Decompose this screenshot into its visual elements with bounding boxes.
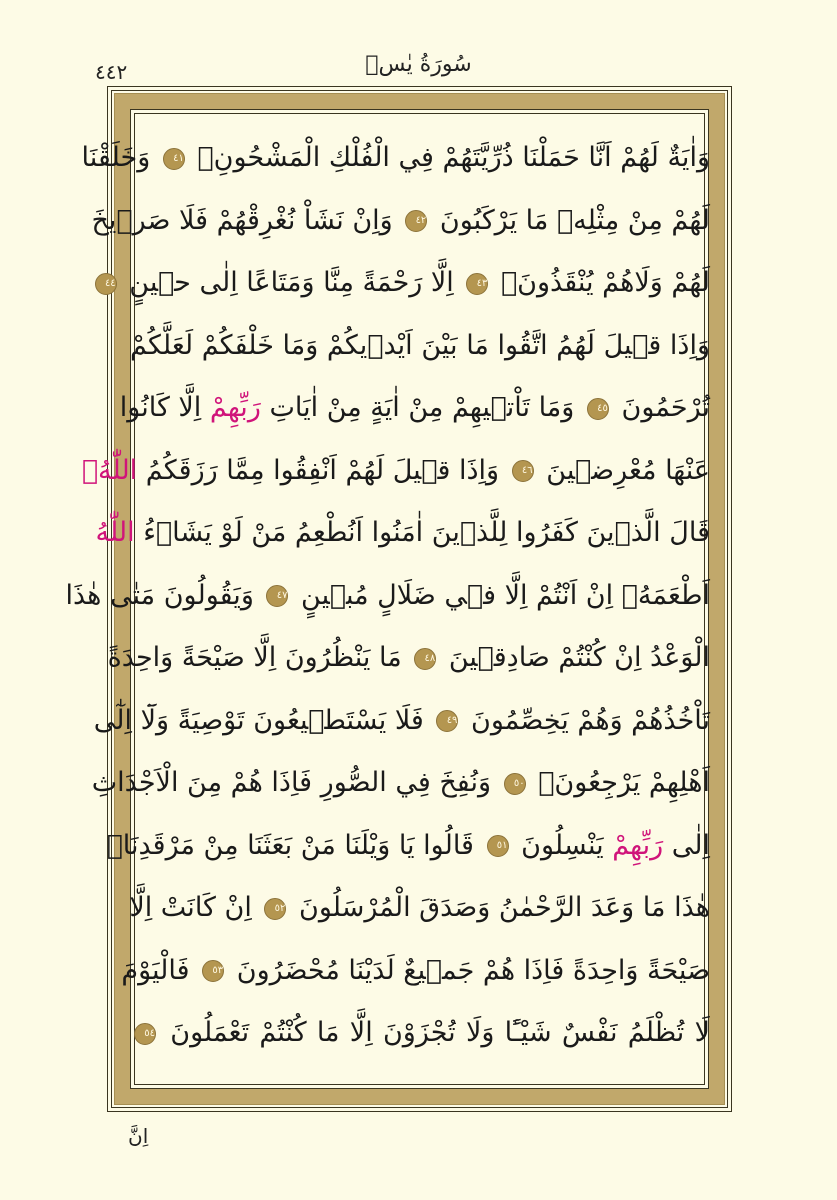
verse-text: تَاْخُذُهُمْ وَهُمْ يَخِصِّمُونَ [471, 704, 710, 736]
divine-name: اللّٰهُۙ [81, 454, 138, 486]
verse-text: اِلَّا رَحْمَةً مِنَّا وَمَتَاعًا اِلٰى ح۪ينٍ [129, 267, 454, 298]
divine-name: رَبِّهِمْ [209, 392, 261, 423]
ayah-number-marker: ٥٢ [264, 898, 286, 920]
ayah-number-marker: ٤٩ [436, 710, 458, 732]
verse-text: لَا تُظْلَمُ نَفْسٌ شَيْـًٔا وَلَا تُجْزَوْنَ اِلَّا مَا كُنْتُمْ تَعْمَلُونَ [170, 1017, 710, 1048]
page-number: ٤٤٢ [95, 60, 128, 84]
verse-text: صَيْحَةً وَاحِدَةً فَاِذَا هُمْ جَم۪يعٌ لَدَيْنَا مُحْضَرُونَ [236, 954, 710, 986]
surah-name: سُورَةُ يٰسۤ [365, 52, 472, 77]
ayah-number-marker: ٥٠ [504, 773, 526, 795]
verse-text: الْوَعْدُ اِنْ كُنْتُمْ صَادِق۪ينَ [448, 642, 710, 673]
ayah-number-marker: ٤٣ [466, 273, 488, 295]
verse-text: وَاِذَا ق۪يلَ لَهُمُ اتَّقُوا مَا بَيْنَ اَيْد۪يكُمْ وَمَا خَلْفَكُمْ لَعَلَّكُمْ [130, 329, 710, 361]
verse-text: وَنُفِخَ فِي الصُّورِ فَاِذَا هُمْ مِنَ الْاَجْدَاثِ [91, 767, 492, 798]
verse-text: وَاِذَا ق۪يلَ لَهُمْ اَنْفِقُوا مِمَّا رَزَقَكُمُ [145, 454, 500, 486]
verse-text: فَلَا يَسْتَط۪يعُونَ تَوْصِيَةً وَلَٓا اِلٰٓى [93, 704, 424, 736]
verse-text: اِلٰى [671, 829, 710, 861]
ayah-number-marker: ٤٧ [266, 585, 288, 607]
verse-line [81, 132, 710, 184]
verse-line [95, 507, 710, 559]
verse-line [104, 257, 710, 309]
verse-line [130, 1007, 710, 1059]
verse-text: اَهْلِهِمْ يَرْجِعُونَ۟ [538, 767, 710, 798]
verse-text: اَطْعَمَهُۗ اِنْ اَنْتُمْ اِلَّا ف۪ي ضَلَالٍ مُب۪ينٍ [301, 579, 710, 611]
verse-line [119, 382, 710, 434]
verse-line [107, 632, 710, 684]
verse-text: مَا يَنْظُرُونَ اِلَّا صَيْحَةً وَاحِدَةً [107, 642, 402, 673]
verse-text: اِنْ كَانَتْ اِلَّا [129, 892, 252, 923]
ayah-number-marker: ٥١ [487, 835, 509, 857]
verse-line [65, 570, 710, 622]
verse-text: قَالُوا يَا وَيْلَنَا مَنْ بَعَثَنَا مِنْ مَرْقَدِنَاࣕ [106, 829, 474, 861]
verse-text: قَالَ الَّذ۪ينَ كَفَرُوا لِلَّذ۪ينَ اٰمَنُوا اَنُطْعِمُ مَنْ لَوْ يَشَاۤءُ [143, 517, 710, 548]
verse-line [93, 695, 710, 747]
divine-name: رَبِّهِمْ [612, 829, 664, 861]
verse-text: لَهُمْ مِنْ مِثْلِه۪ مَا يَرْكَبُونَ [439, 204, 710, 236]
verse-text: تُرْحَمُونَ [621, 392, 710, 423]
verse-text: وَخَلَقْنَا [81, 142, 151, 173]
verse-text: يَنْسِلُونَ [521, 829, 604, 861]
ayah-number-marker: ٥٣ [202, 960, 224, 982]
verse-text: اِلَّا كَانُوا [119, 392, 202, 423]
ayah-number-marker: ٥٤ [134, 1023, 156, 1045]
verse-line [81, 445, 710, 497]
verse-line [106, 820, 710, 872]
ayah-number-marker: ٤١ [163, 148, 185, 170]
verse-lines [65, 132, 710, 1076]
ayah-number-marker: ٤٢ [405, 210, 427, 232]
verse-text: وَاِنْ نَشَاْ نُغْرِقْهُمْ فَلَا صَر۪يخَ [91, 204, 393, 236]
verse-text: هٰذَا مَا وَعَدَ الرَّحْمٰنُ وَصَدَقَ الْمُرْسَلُونَ [299, 892, 710, 923]
verse-text: لَهُمْ وَلَاهُمْ يُنْقَذُونَۙ [500, 267, 710, 298]
ayah-number-marker: ٤٨ [414, 648, 436, 670]
verse-line [91, 757, 710, 809]
verse-line [121, 945, 710, 997]
ayah-number-marker: ٤٦ [512, 460, 534, 482]
verse-text: عَنْهَا مُعْرِض۪ينَ [546, 454, 710, 486]
catchword: اِنَّ [128, 1124, 149, 1148]
divine-name: اللّٰهُ [95, 517, 135, 548]
ayah-number-marker: ٤٤ [95, 273, 117, 295]
ayah-number-marker: ٤٥ [587, 398, 609, 420]
verse-line [91, 195, 710, 247]
verse-text: وَاٰيَةٌ لَهُمْ اَنَّا حَمَلْنَا ذُرِّيَّتَهُمْ فِي الْفُلْكِ الْمَشْحُونِۙ [197, 142, 710, 173]
verse-text: وَيَقُولُونَ مَتٰى هٰذَا [65, 579, 254, 611]
verse-line [130, 320, 710, 372]
verse-text: وَمَا تَاْت۪يهِمْ مِنْ اٰيَةٍ مِنْ اٰيَاتِ [269, 392, 575, 423]
verse-text: فَالْيَوْمَ [121, 954, 190, 986]
verse-line [130, 882, 710, 934]
